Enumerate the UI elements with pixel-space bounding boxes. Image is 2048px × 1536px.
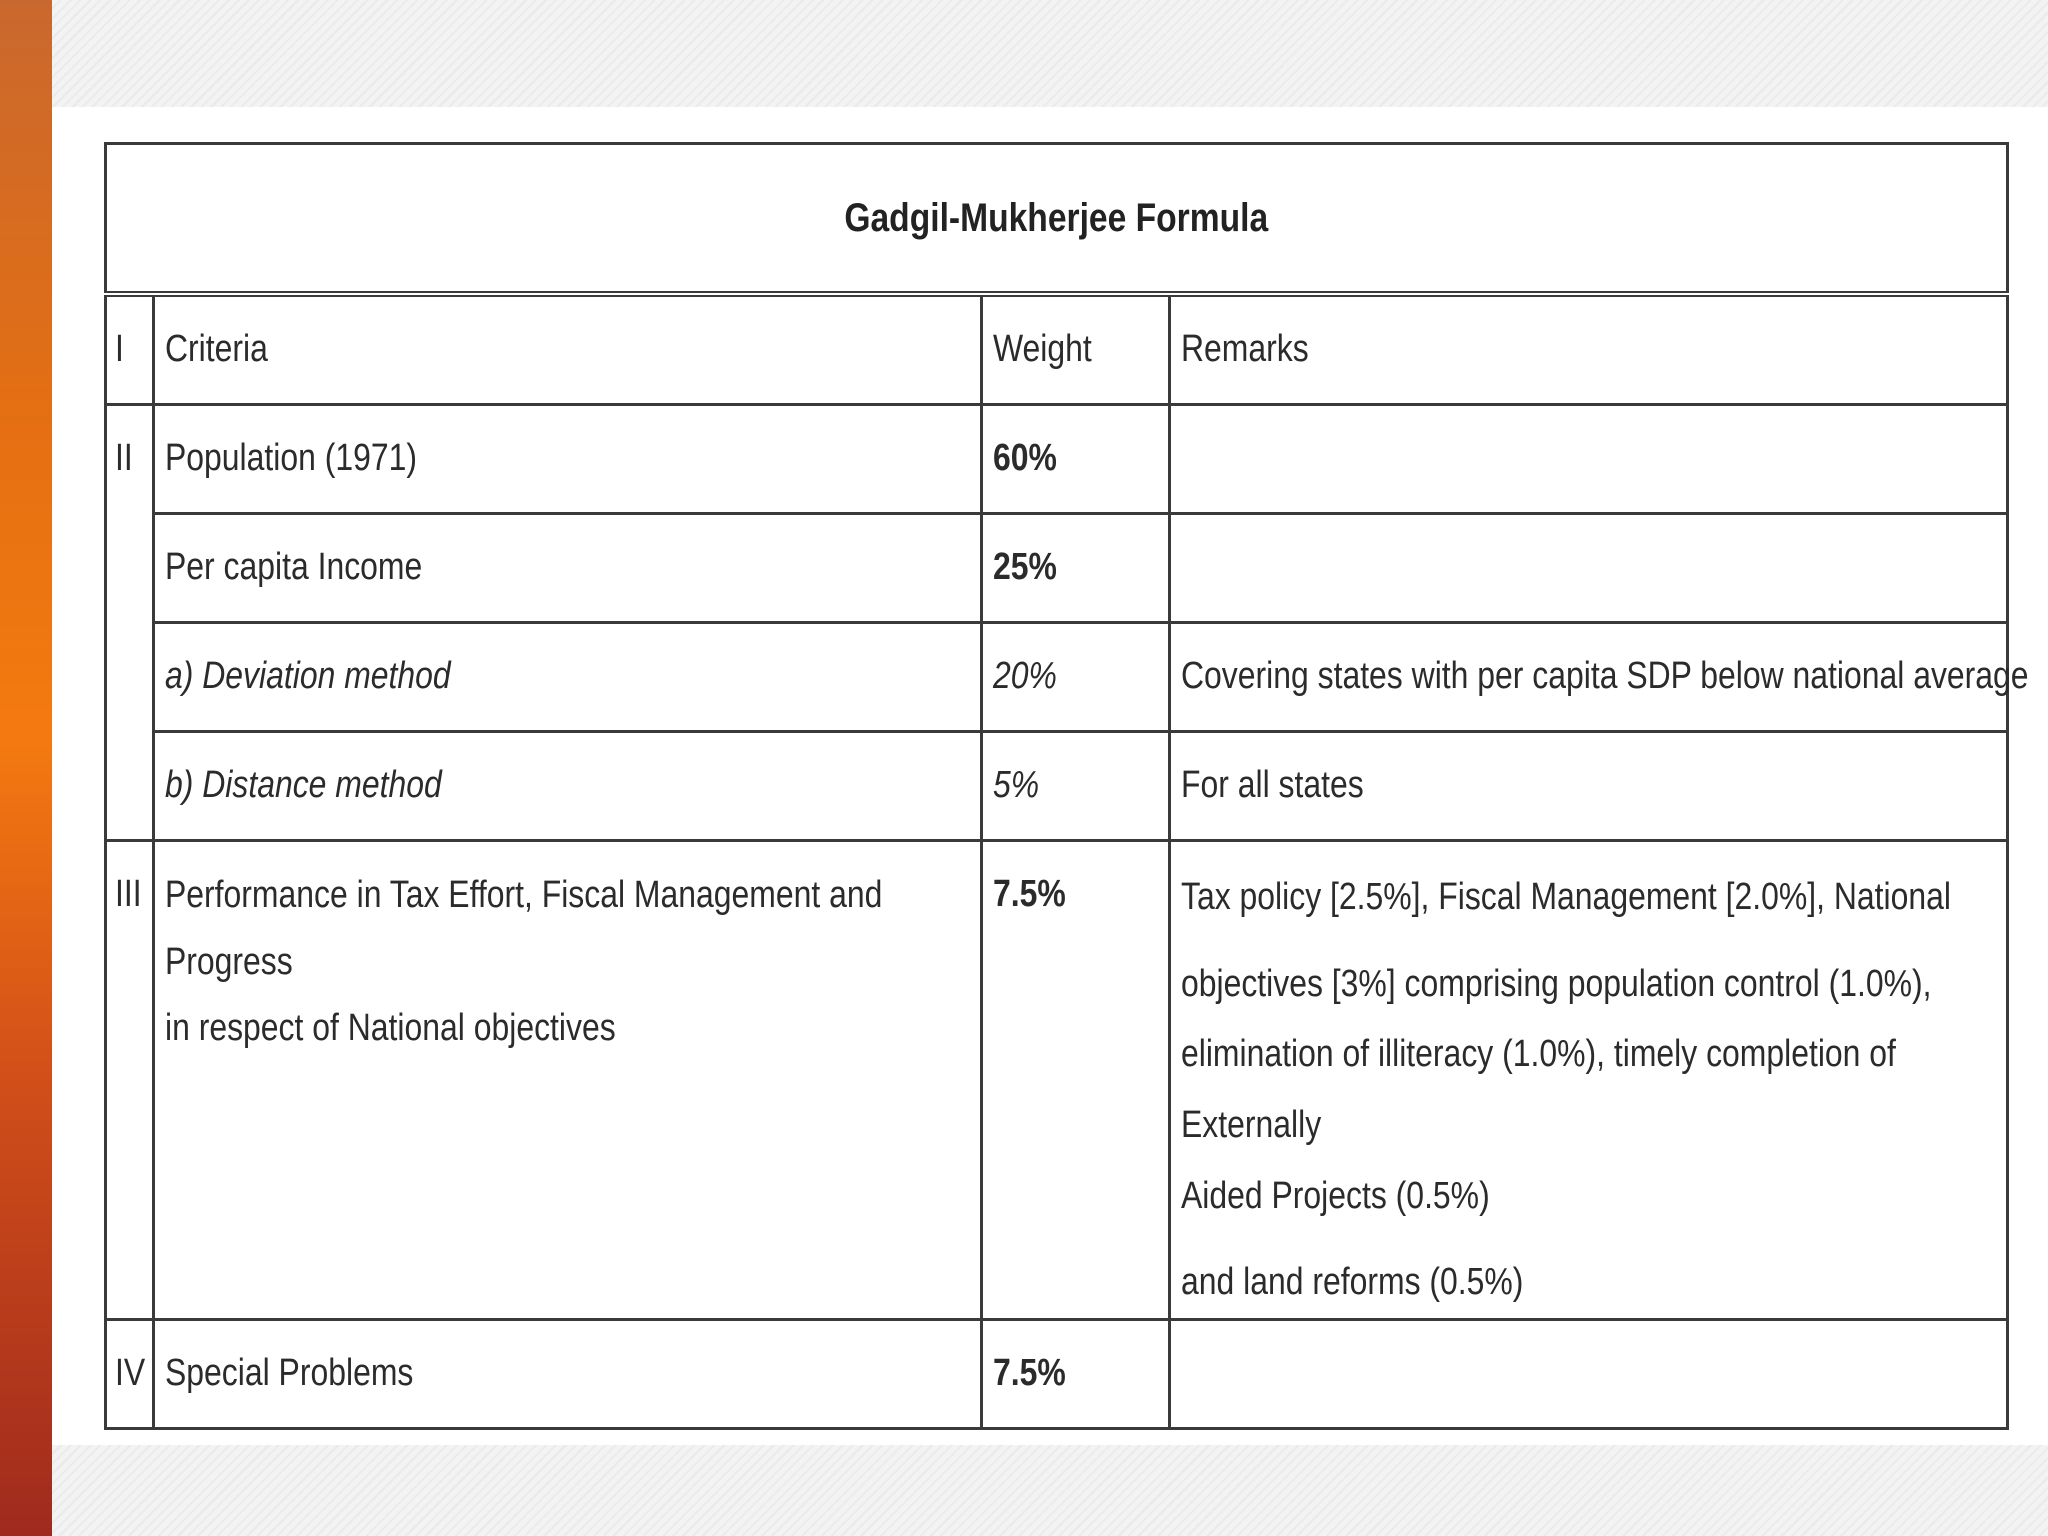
- criteria-line: in respect of National objectives: [165, 1007, 616, 1049]
- weight-value: 7.5%: [993, 1352, 1066, 1395]
- weight-cell: [982, 514, 1170, 623]
- header-criteria-cell: [154, 294, 982, 405]
- remarks-cell: [1170, 405, 2008, 514]
- criteria-cell: [154, 405, 982, 514]
- table-row: [106, 623, 2008, 732]
- criteria-text: Per capita Income: [165, 546, 423, 588]
- gadgil-mukherjee-table: [104, 142, 2029, 1430]
- row-numeral-cell: [106, 1320, 154, 1429]
- header-numeral-cell: [106, 294, 154, 405]
- remarks-text: Covering states with per capita SDP below national average: [1181, 655, 2029, 697]
- remarks-line: objectives [3%] comprising population control (1.0%),: [1181, 962, 1932, 1005]
- row-numeral: III: [115, 873, 142, 915]
- weight-cell: [982, 405, 1170, 514]
- row-numeral-cell: [106, 405, 154, 841]
- remarks-cell: [1170, 623, 2029, 732]
- weight-cell: [982, 732, 1170, 841]
- row-numeral: IV: [115, 1352, 146, 1395]
- table-title-cell: [106, 144, 2008, 295]
- table-row: [106, 732, 2008, 841]
- header-remarks-cell: [1170, 294, 2008, 405]
- criteria-text: Population (1971): [165, 437, 417, 479]
- remarks-cell: [1170, 514, 2008, 623]
- criteria-cell: [154, 1320, 982, 1429]
- remarks-line: and land reforms (0.5%): [1181, 1261, 1524, 1304]
- criteria-cell: [154, 841, 982, 1320]
- weight-value: 60%: [993, 437, 1057, 479]
- table-title-row: [106, 144, 2008, 295]
- criteria-cell: [154, 732, 982, 841]
- criteria-text: b) Distance method: [165, 764, 442, 806]
- table-title: Gadgil-Mukherjee Formula: [844, 196, 1269, 240]
- weight-value: 5%: [993, 764, 1040, 806]
- table-row: [106, 841, 2008, 1320]
- remarks-cell: [1170, 1320, 2008, 1429]
- criteria-paragraph: [165, 842, 963, 1062]
- remarks-text: For all states: [1181, 764, 1364, 806]
- weight-value: 7.5%: [993, 873, 1066, 915]
- criteria-line: Performance in Tax Effort, Fiscal Management and Progress: [165, 874, 883, 983]
- header-remarks: Remarks: [1181, 328, 1309, 370]
- remarks-line: Aided Projects (0.5%): [1181, 1174, 1490, 1217]
- header-weight: Weight: [993, 328, 1092, 370]
- row-numeral: II: [115, 437, 133, 479]
- header-criteria: Criteria: [165, 328, 268, 370]
- weight-value: 25%: [993, 546, 1057, 588]
- criteria-text: a) Deviation method: [165, 655, 451, 697]
- remarks-line: Tax policy [2.5%], Fiscal Management [2.0%], National: [1181, 876, 1952, 918]
- orange-side-bar: [0, 0, 52, 1536]
- weight-cell: [982, 623, 1170, 732]
- table-row: [106, 514, 2008, 623]
- remarks-cell: [1170, 841, 2008, 1320]
- criteria-text: Special Problems: [165, 1352, 414, 1395]
- weight-value: 20%: [993, 655, 1057, 697]
- row-numeral-cell: [106, 841, 154, 1320]
- criteria-cell: [154, 623, 982, 732]
- remarks-paragraph: [1181, 842, 1989, 1318]
- remarks-line: elimination of illiteracy (1.0%), timely completion of Externally: [1181, 1033, 1896, 1147]
- weight-cell: [982, 1320, 1170, 1429]
- remarks-cell: [1170, 732, 2008, 841]
- header-numeral: I: [115, 328, 124, 370]
- weight-cell: [982, 841, 1170, 1320]
- header-weight-cell: [982, 294, 1170, 405]
- criteria-cell: [154, 514, 982, 623]
- table-row: [106, 405, 2008, 514]
- table-header-row: [106, 294, 2008, 405]
- table-row: [106, 1320, 2008, 1429]
